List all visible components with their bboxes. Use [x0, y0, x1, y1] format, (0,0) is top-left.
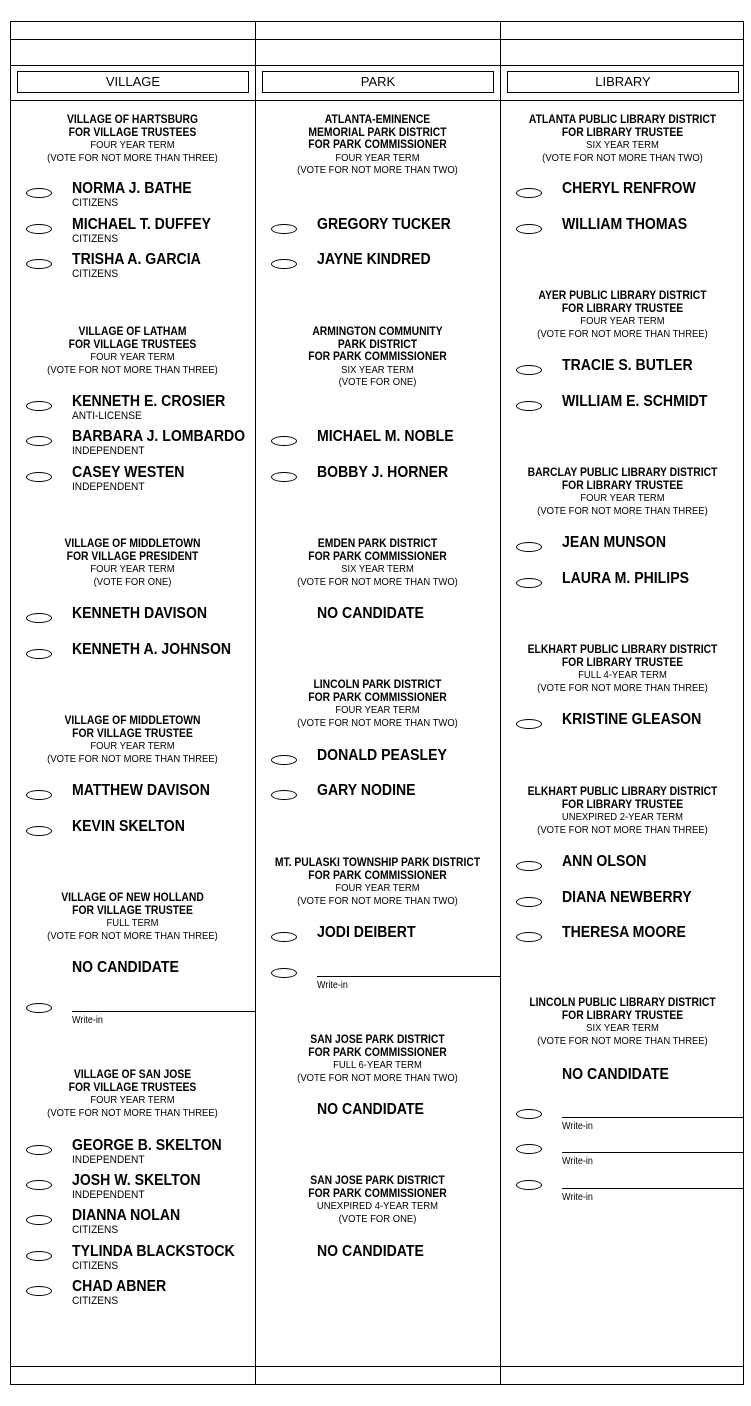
vote-oval[interactable]	[516, 719, 542, 729]
vote-oval[interactable]	[271, 932, 297, 942]
candidate-name: JOSH W. SKELTON	[72, 1172, 201, 1189]
contest-title: LINCOLN PUBLIC LIBRARY DISTRICT	[529, 997, 716, 1009]
candidate-name: BARBARA J. LOMBARDO	[72, 428, 246, 445]
write-in-row[interactable]	[500, 1105, 745, 1135]
contest-vote-for: (VOTE FOR ONE)	[338, 1212, 417, 1225]
contest-vote-for: (VOTE FOR NOT MORE THAN TWO)	[297, 1071, 458, 1084]
vote-oval[interactable]	[26, 1003, 52, 1013]
candidate-row[interactable]	[10, 641, 255, 675]
no-candidate-label: NO CANDIDATE	[562, 1066, 669, 1083]
write-in-label: Write-in	[72, 1015, 103, 1026]
candidate-row[interactable]	[10, 1172, 255, 1206]
candidate-name: BOBBY J. HORNER	[317, 464, 449, 481]
vote-oval[interactable]	[516, 1144, 542, 1154]
contest-header	[10, 538, 255, 588]
vote-oval[interactable]	[26, 649, 52, 659]
candidate-row[interactable]	[500, 534, 745, 568]
contest-term: FOUR YEAR TERM	[90, 351, 175, 364]
candidate-party: INDEPENDENT	[72, 1154, 145, 1166]
write-in-label: Write-in	[317, 980, 348, 991]
contest-term: SIX YEAR TERM	[341, 563, 414, 576]
write-in-row[interactable]	[10, 999, 255, 1029]
contest-office: FOR PARK COMMISSIONER	[308, 550, 447, 563]
vote-oval[interactable]	[271, 790, 297, 800]
candidate-party: CITIZENS	[72, 268, 119, 280]
contest-office: FOR VILLAGE TRUSTEE	[72, 904, 193, 917]
contest-header	[255, 857, 500, 907]
contest-office: FOR PARK COMMISSIONER	[308, 691, 447, 704]
vote-oval[interactable]	[26, 1180, 52, 1190]
write-in-line[interactable]	[562, 1188, 744, 1189]
contest-term: FOUR YEAR TERM	[580, 315, 665, 328]
no-candidate-label: NO CANDIDATE	[317, 605, 424, 622]
contest-vote-for: (VOTE FOR NOT MORE THAN TWO)	[297, 894, 458, 907]
contest-title: ELKHART PUBLIC LIBRARY DISTRICT	[527, 786, 718, 798]
contest-title: MT. PULASKI TOWNSHIP PARK DISTRICT	[274, 857, 481, 869]
candidate-row[interactable]	[10, 464, 255, 498]
vote-oval[interactable]	[516, 578, 542, 588]
write-in-label: Write-in	[562, 1156, 593, 1167]
candidate-name: KEVIN SKELTON	[72, 818, 185, 835]
park-column	[255, 101, 500, 1365]
column-heading-village: VILLAGE	[17, 71, 249, 93]
contest-vote-for: (VOTE FOR NOT MORE THAN THREE)	[537, 823, 708, 836]
contest-office: FOR PARK COMMISSIONER	[308, 869, 447, 882]
vote-oval[interactable]	[516, 932, 542, 942]
contest-vote-for: (VOTE FOR NOT MORE THAN THREE)	[47, 929, 218, 942]
contest-term: FOUR YEAR TERM	[335, 882, 420, 895]
contest-term: UNEXPIRED 2-YEAR TERM	[561, 811, 684, 824]
vote-oval[interactable]	[26, 259, 52, 269]
candidate-name: WILLIAM E. SCHMIDT	[562, 393, 708, 410]
contest-header	[500, 290, 745, 340]
contest-header	[500, 997, 745, 1047]
candidate-name: TRISHA A. GARCIA	[72, 251, 201, 268]
contest-vote-for: (VOTE FOR ONE)	[93, 575, 172, 588]
candidate-name: JEAN MUNSON	[562, 534, 667, 551]
candidate-row[interactable]	[500, 357, 745, 391]
contest-vote-for: (VOTE FOR NOT MORE THAN THREE)	[47, 752, 218, 765]
candidate-party: CITIZENS	[72, 197, 119, 209]
candidate-row[interactable]	[10, 1137, 255, 1171]
contest-title: ATLANTA PUBLIC LIBRARY DISTRICT	[528, 114, 717, 126]
contest-office: FOR PARK COMMISSIONER	[308, 1046, 447, 1059]
candidate-name: DIANNA NOLAN	[72, 1207, 181, 1224]
no-candidate-label: NO CANDIDATE	[317, 1243, 424, 1260]
candidate-row[interactable]	[10, 818, 255, 852]
candidate-name: KENNETH E. CROSIER	[72, 393, 226, 410]
contest-title: SAN JOSE PARK DISTRICT	[310, 1034, 445, 1046]
contest-term: FULL TERM	[106, 917, 159, 930]
vote-oval[interactable]	[26, 224, 52, 234]
contest-term: SIX YEAR TERM	[586, 1022, 659, 1035]
candidate-name: NORMA J. BATHE	[72, 180, 192, 197]
contest-term: FOUR YEAR TERM	[90, 563, 175, 576]
candidate-row[interactable]	[10, 428, 255, 462]
write-in-line[interactable]	[562, 1117, 744, 1118]
candidate-row[interactable]	[500, 180, 745, 214]
contest-title: ARMINGTON COMMUNITY	[312, 326, 443, 338]
vote-oval[interactable]	[26, 401, 52, 411]
candidate-party: ANTI-LICENSE	[72, 410, 142, 422]
contest-office: FOR PARK COMMISSIONER	[308, 351, 447, 364]
contest-vote-for: (VOTE FOR NOT MORE THAN TWO)	[297, 575, 458, 588]
candidate-row[interactable]	[10, 605, 255, 639]
contest-title: MEMORIAL PARK DISTRICT	[308, 126, 447, 139]
candidate-name: ANN OLSON	[562, 853, 647, 870]
contest-header	[10, 892, 255, 942]
write-in-row[interactable]	[255, 964, 500, 994]
candidate-row[interactable]	[500, 924, 745, 958]
contest-office: FOR VILLAGE TRUSTEES	[68, 126, 197, 139]
write-in-line[interactable]	[72, 1011, 256, 1012]
candidate-row[interactable]	[10, 782, 255, 816]
contest-office: FOR LIBRARY TRUSTEE	[561, 479, 684, 492]
candidate-name: GARY NODINE	[317, 782, 416, 799]
vote-oval[interactable]	[271, 224, 297, 234]
contest-office: FOR LIBRARY TRUSTEE	[561, 798, 684, 811]
contest-office: FOR VILLAGE PRESIDENT	[66, 550, 199, 563]
contest-vote-for: (VOTE FOR NOT MORE THAN THREE)	[537, 1034, 708, 1047]
candidate-name: KENNETH DAVISON	[72, 605, 208, 622]
contest-term: UNEXPIRED 4-YEAR TERM	[316, 1200, 439, 1213]
candidate-name: THERESA MOORE	[562, 924, 686, 941]
candidate-party: INDEPENDENT	[72, 481, 145, 493]
vote-oval[interactable]	[516, 1180, 542, 1190]
column-heading-park: PARK	[262, 71, 494, 93]
contest-vote-for: (VOTE FOR NOT MORE THAN TWO)	[542, 151, 703, 164]
contest-header	[10, 1069, 255, 1119]
vote-oval[interactable]	[271, 472, 297, 482]
contest-term: SIX YEAR TERM	[341, 363, 414, 376]
contest-title: VILLAGE OF NEW HOLLAND	[61, 892, 204, 904]
contest-title: PARK DISTRICT	[337, 338, 418, 351]
contest-title: VILLAGE OF MIDDLETOWN	[64, 715, 201, 727]
candidate-name: MICHAEL M. NOBLE	[317, 428, 454, 445]
contest-office: FOR LIBRARY TRUSTEE	[561, 1009, 684, 1022]
contest-vote-for: (VOTE FOR NOT MORE THAN TWO)	[297, 716, 458, 729]
vote-oval[interactable]	[516, 401, 542, 411]
contest-office: FOR PARK COMMISSIONER	[308, 139, 447, 152]
divider	[10, 1366, 744, 1367]
vote-oval[interactable]	[26, 790, 52, 800]
candidate-row[interactable]	[255, 251, 500, 285]
write-in-label: Write-in	[562, 1192, 593, 1203]
candidate-row[interactable]	[10, 393, 255, 427]
contest-header	[500, 114, 745, 164]
candidate-row[interactable]	[255, 216, 500, 250]
candidate-party: CITIZENS	[72, 1295, 119, 1307]
candidate-name: TRACIE S. BUTLER	[562, 357, 693, 374]
no-candidate-label: NO CANDIDATE	[317, 1101, 424, 1118]
candidate-row[interactable]	[10, 1243, 255, 1277]
vote-oval[interactable]	[516, 188, 542, 198]
contest-vote-for: (VOTE FOR NOT MORE THAN THREE)	[537, 327, 708, 340]
vote-oval[interactable]	[516, 224, 542, 234]
candidate-row[interactable]	[10, 1207, 255, 1241]
candidate-row[interactable]	[10, 216, 255, 250]
write-in-row[interactable]	[500, 1176, 745, 1206]
vote-oval[interactable]	[271, 436, 297, 446]
contest-header	[255, 326, 500, 389]
candidate-name: DONALD PEASLEY	[317, 747, 447, 764]
candidate-name: KRISTINE GLEASON	[562, 711, 702, 728]
library-column	[500, 101, 745, 1365]
candidate-name: DIANA NEWBERRY	[562, 889, 692, 906]
contest-term: FULL 4-YEAR TERM	[578, 669, 667, 682]
contest-header	[10, 114, 255, 164]
candidate-name: LAURA M. PHILIPS	[562, 570, 689, 587]
vote-oval[interactable]	[26, 613, 52, 623]
candidate-row[interactable]	[500, 393, 745, 427]
contest-header	[255, 1175, 500, 1225]
write-in-line[interactable]	[562, 1152, 744, 1153]
candidate-name: GREGORY TUCKER	[317, 216, 451, 233]
vote-oval[interactable]	[26, 1286, 52, 1296]
candidate-name: TYLINDA BLACKSTOCK	[72, 1243, 235, 1260]
candidate-row[interactable]	[255, 747, 500, 781]
vote-oval[interactable]	[516, 897, 542, 907]
contest-header	[500, 644, 745, 694]
vote-oval[interactable]	[516, 1109, 542, 1119]
contest-title: BARCLAY PUBLIC LIBRARY DISTRICT	[527, 467, 718, 479]
candidate-name: MATTHEW DAVISON	[72, 782, 210, 799]
contest-vote-for: (VOTE FOR NOT MORE THAN TWO)	[297, 164, 458, 177]
contest-title: SAN JOSE PARK DISTRICT	[310, 1175, 445, 1187]
vote-oval[interactable]	[26, 436, 52, 446]
contest-term: FULL 6-YEAR TERM	[333, 1059, 422, 1072]
candidate-name: JODI DEIBERT	[317, 924, 416, 941]
divider	[10, 65, 744, 66]
candidate-party: INDEPENDENT	[72, 1189, 145, 1201]
contest-office: FOR LIBRARY TRUSTEE	[561, 302, 684, 315]
contest-office: FOR PARK COMMISSIONER	[308, 1187, 447, 1200]
column-heading-library: LIBRARY	[507, 71, 739, 93]
contest-title: VILLAGE OF HARTSBURG	[66, 114, 199, 126]
candidate-name: JAYNE KINDRED	[317, 251, 431, 268]
contest-title: AYER PUBLIC LIBRARY DISTRICT	[538, 290, 707, 302]
contest-vote-for: (VOTE FOR NOT MORE THAN THREE)	[537, 681, 708, 694]
candidate-row[interactable]	[10, 251, 255, 285]
candidate-row[interactable]	[255, 464, 500, 498]
contest-header	[10, 715, 255, 765]
contest-title: LINCOLN PARK DISTRICT	[313, 679, 442, 691]
contest-vote-for: (VOTE FOR NOT MORE THAN THREE)	[537, 504, 708, 517]
candidate-row[interactable]	[500, 570, 745, 604]
no-candidate-label: NO CANDIDATE	[72, 959, 179, 976]
write-in-line[interactable]	[317, 976, 500, 977]
contest-term: SIX YEAR TERM	[586, 139, 659, 152]
candidate-row[interactable]	[255, 924, 500, 958]
contest-term: FOUR YEAR TERM	[90, 139, 175, 152]
candidate-party: CITIZENS	[72, 1260, 119, 1272]
contest-header	[10, 326, 255, 376]
vote-oval[interactable]	[271, 259, 297, 269]
candidate-row[interactable]	[255, 782, 500, 816]
candidate-name: CHAD ABNER	[72, 1278, 167, 1295]
vote-oval[interactable]	[26, 826, 52, 836]
contest-header	[500, 786, 745, 836]
vote-oval[interactable]	[271, 968, 297, 978]
contest-vote-for: (VOTE FOR NOT MORE THAN THREE)	[47, 151, 218, 164]
candidate-name: KENNETH A. JOHNSON	[72, 641, 232, 658]
divider	[10, 39, 744, 40]
candidate-row[interactable]	[500, 216, 745, 250]
candidate-party: CITIZENS	[72, 1224, 119, 1236]
candidate-party: INDEPENDENT	[72, 445, 145, 457]
contest-header	[255, 538, 500, 588]
write-in-row[interactable]	[500, 1140, 745, 1170]
candidate-name: WILLIAM THOMAS	[562, 216, 688, 233]
contest-office: FOR VILLAGE TRUSTEES	[68, 338, 197, 351]
contest-term: FOUR YEAR TERM	[90, 740, 175, 753]
candidate-name: CHERYL RENFROW	[562, 180, 696, 197]
contest-header	[255, 1034, 500, 1084]
village-column	[10, 101, 255, 1365]
candidate-row[interactable]	[255, 428, 500, 462]
vote-oval[interactable]	[516, 542, 542, 552]
write-in-label: Write-in	[562, 1121, 593, 1132]
candidate-row[interactable]	[10, 180, 255, 214]
vote-oval[interactable]	[26, 1145, 52, 1155]
contest-header	[255, 679, 500, 729]
contest-vote-for: (VOTE FOR ONE)	[338, 376, 417, 389]
candidate-row[interactable]	[10, 1278, 255, 1312]
contest-office: FOR LIBRARY TRUSTEE	[561, 126, 684, 139]
vote-oval[interactable]	[26, 472, 52, 482]
vote-oval[interactable]	[26, 188, 52, 198]
contest-header	[255, 114, 500, 177]
contest-term: FOUR YEAR TERM	[90, 1094, 175, 1107]
contest-header	[500, 467, 745, 517]
candidate-row[interactable]	[500, 711, 745, 745]
contest-title: ATLANTA-EMINENCE	[324, 114, 431, 126]
contest-office: FOR VILLAGE TRUSTEE	[72, 727, 193, 740]
vote-oval[interactable]	[26, 1251, 52, 1261]
candidate-name: CASEY WESTEN	[72, 464, 185, 481]
contest-office: FOR VILLAGE TRUSTEES	[68, 1081, 197, 1094]
contest-vote-for: (VOTE FOR NOT MORE THAN THREE)	[47, 1106, 218, 1119]
contest-title: EMDEN PARK DISTRICT	[317, 538, 438, 550]
contest-title: VILLAGE OF SAN JOSE	[73, 1069, 192, 1081]
contest-vote-for: (VOTE FOR NOT MORE THAN THREE)	[47, 363, 218, 376]
contest-title: VILLAGE OF MIDDLETOWN	[64, 538, 201, 550]
candidate-row[interactable]	[500, 853, 745, 887]
contest-title: ELKHART PUBLIC LIBRARY DISTRICT	[527, 644, 718, 656]
contest-title: VILLAGE OF LATHAM	[78, 326, 187, 338]
candidate-name: MICHAEL T. DUFFEY	[72, 216, 211, 233]
vote-oval[interactable]	[516, 861, 542, 871]
contest-term: FOUR YEAR TERM	[335, 151, 420, 164]
contest-term: FOUR YEAR TERM	[580, 492, 665, 505]
candidate-name: GEORGE B. SKELTON	[72, 1137, 222, 1154]
candidate-party: CITIZENS	[72, 233, 119, 245]
contest-office: FOR LIBRARY TRUSTEE	[561, 656, 684, 669]
vote-oval[interactable]	[516, 365, 542, 375]
candidate-row[interactable]	[500, 889, 745, 923]
contest-term: FOUR YEAR TERM	[335, 704, 420, 717]
vote-oval[interactable]	[26, 1215, 52, 1225]
vote-oval[interactable]	[271, 755, 297, 765]
